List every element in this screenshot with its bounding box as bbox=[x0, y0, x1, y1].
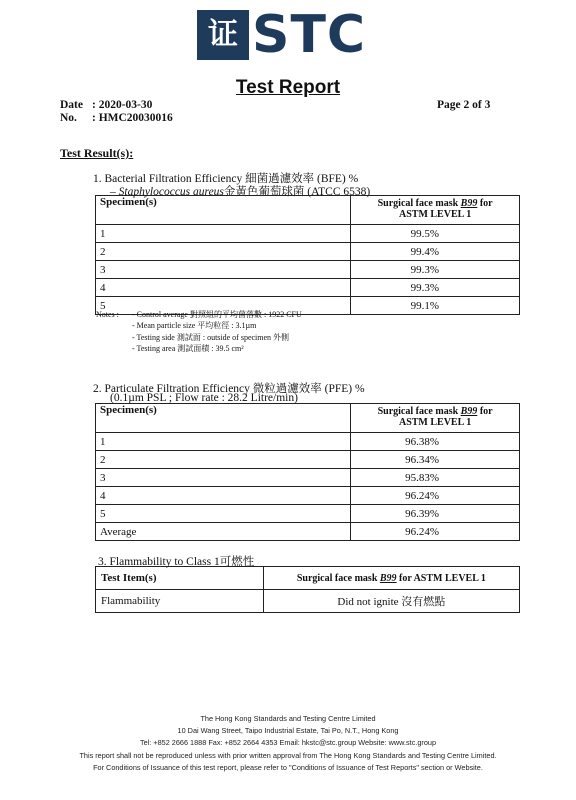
date-line bbox=[60, 99, 152, 111]
table-row: Flammability Did not ignite 沒有燃點 bbox=[96, 590, 520, 613]
note-line: - Testing side 測試面 : outside of specimen 外側 bbox=[132, 332, 290, 342]
table-row: 1 99.5% bbox=[96, 225, 520, 243]
table-row: 5 99.1% bbox=[96, 297, 520, 315]
bfe-table-header bbox=[96, 196, 520, 225]
flammability-table-header bbox=[96, 567, 520, 590]
bfe-title: 1. Bacterial Filtration Efficiency 細菌過濾效率 (BFE) % bbox=[93, 173, 359, 185]
bfe-col-result: Surgical face mask B99 for ASTM LEVEL 1 bbox=[351, 196, 520, 225]
report-number-line bbox=[60, 112, 173, 124]
note-line: - Mean particle size 平均粒徑 : 3.1µm bbox=[132, 321, 257, 331]
table-row: 3 95.83% bbox=[96, 469, 520, 487]
report-title: Test Report bbox=[235, 77, 341, 98]
table-row-average: Average 96.24% bbox=[96, 523, 520, 541]
table-row: 4 99.3% bbox=[96, 279, 520, 297]
table-row: 1 96.38% bbox=[96, 433, 520, 451]
note-line: - Control average 對照組的平均菌落數 : 1922 CFU bbox=[132, 310, 302, 319]
table-row: 3 99.3% bbox=[96, 261, 520, 279]
bfe-subtitle: – Staphylococcus aureus金黃色葡萄球菌 (ATCC 6538) bbox=[110, 186, 371, 198]
flammability-col-item: Test Item(s) bbox=[96, 567, 264, 590]
pfe-table bbox=[95, 403, 520, 541]
footer-disclaimer: This report shall not be reproduced unless with prior written approval from The Hong Kong Standards and Testing Centre Limited. bbox=[79, 750, 497, 760]
table-row: 5 96.39% bbox=[96, 505, 520, 523]
footer-conditions: For Conditions of Issuance of this test report, please refer to "Conditions of Issuance of Test Reports" section or Website. bbox=[93, 762, 483, 772]
date-label: Date bbox=[60, 99, 83, 111]
note-line: - Testing area 測試面積 : 39.5 cm² bbox=[132, 344, 244, 354]
notes-label: Notes : bbox=[96, 310, 119, 319]
table-row: 2 99.4% bbox=[96, 243, 520, 261]
bfe-col-specimen: Specimen(s) bbox=[96, 196, 351, 225]
footer bbox=[0, 713, 576, 774]
stc-logo-text: STC bbox=[252, 5, 367, 65]
test-results-heading: Test Result(s): bbox=[60, 146, 134, 160]
report-number-value: : HMC20030016 bbox=[92, 112, 173, 124]
bfe-notes bbox=[96, 309, 302, 355]
page-number: Page 2 of 3 bbox=[437, 99, 491, 111]
pfe-col-result: Surgical face mask B99 for ASTM LEVEL 1 bbox=[351, 404, 520, 433]
flammability-col-result: Surgical face mask B99 for ASTM LEVEL 1 bbox=[263, 567, 519, 590]
report-number-label: No. bbox=[60, 112, 77, 124]
footer-company: The Hong Kong Standards and Testing Centre Limited bbox=[200, 714, 376, 723]
pfe-col-specimen: Specimen(s) bbox=[96, 404, 351, 433]
pfe-title: 2. Particulate Filtration Efficiency 微粒過濾效率 (PFE) % bbox=[93, 383, 365, 395]
table-row: 4 96.24% bbox=[96, 487, 520, 505]
pfe-subtitle: (0.1µm PSL ; Flow rate : 28.2 Litre/min) bbox=[110, 392, 298, 404]
footer-address: 10 Dai Wang Street, Taipo Industrial Estate, Tai Po, N.T., Hong Kong bbox=[177, 726, 399, 736]
flammability-title: 3. Flammability to Class 1可燃性 bbox=[98, 556, 255, 568]
footer-contact: Tel: +852 2666 1888 Fax: +852 2664 4353 Email: hkstc@stc.group Website: www.stc.group bbox=[139, 738, 437, 748]
table-row: 2 96.34% bbox=[96, 451, 520, 469]
flammability-table bbox=[95, 566, 520, 613]
date-value: : 2020-03-30 bbox=[92, 99, 153, 111]
pfe-table-header bbox=[96, 404, 520, 433]
stc-logo-mark: 证 bbox=[197, 10, 249, 60]
bfe-table bbox=[95, 195, 520, 315]
stc-logo bbox=[197, 5, 381, 65]
